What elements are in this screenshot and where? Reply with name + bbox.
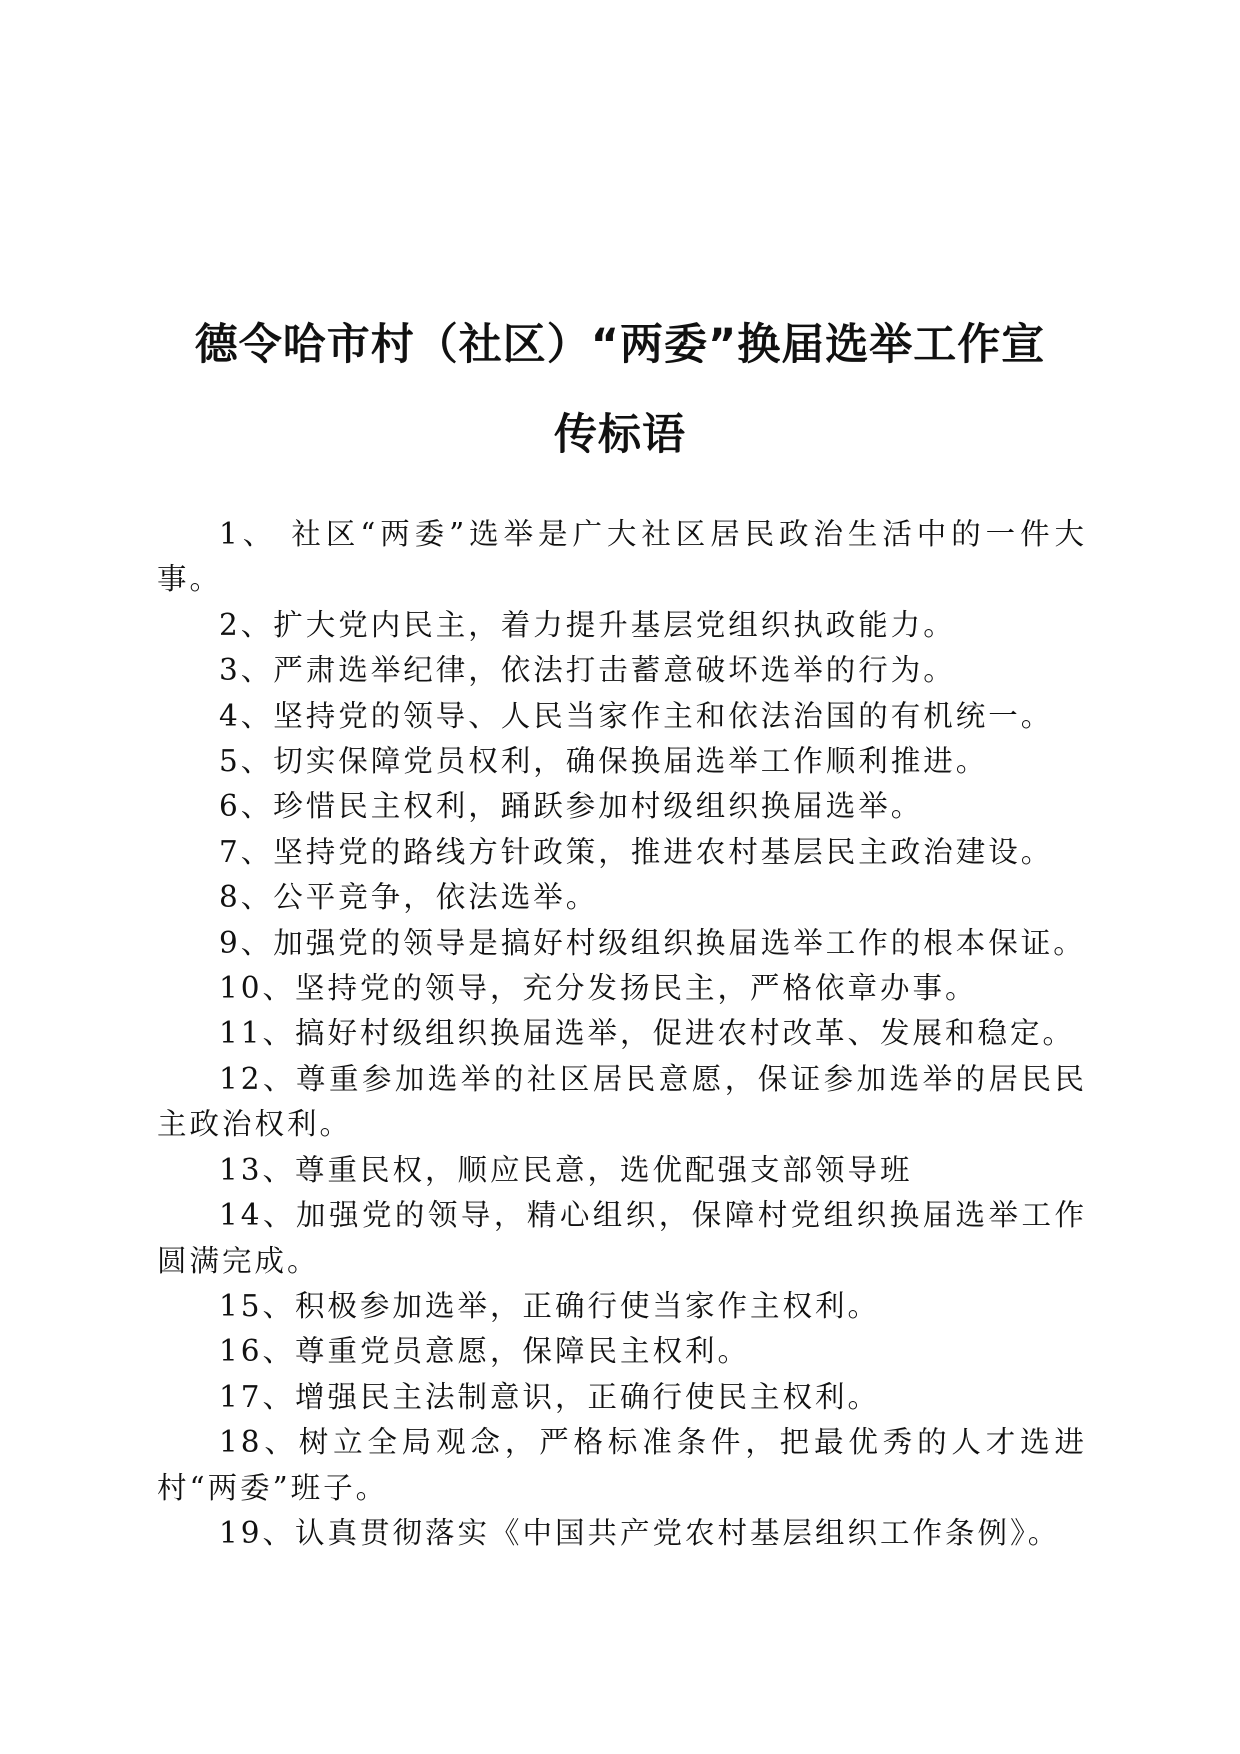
slogan-item: 4、坚持党的领导、人民当家作主和依法治国的有机统一。 [219,698,1054,733]
slogan-item: 8、公平竞争，依法选举。 [219,880,599,915]
slogan-item: 13、尊重民权，顺应民意，选优配强支部领导班 [219,1152,913,1187]
slogan-item: 12、尊重参加选举的社区居民意愿，保证参加选举的居民民主政治权利。 [157,1061,1087,1142]
slogan-item: 1、 社区“两委”选举是广大社区居民政治生活中的一件大事。 [157,517,1087,597]
title-line-1: 德令哈市村（社区）“两委”换届选举工作宣 [194,320,1046,370]
slogan-item: 3、严肃选举纪律，依法打击蓄意破坏选举的行为。 [219,653,956,688]
slogan-item: 15、积极参加选举，正确行使当家作主权利。 [219,1288,881,1323]
slogan-item: 11、搞好村级组织换届选举，促进农村改革、发展和稳定。 [219,1016,1076,1051]
slogan-item: 18、树立全局观念，严格标准条件，把最优秀的人才选进村“两委”班子。 [157,1425,1087,1505]
slogan-item: 7、坚持党的路线方针政策，推进农村基层民主政治建设。 [219,834,1054,869]
slogan-item: 16、尊重党员意愿，保障民主权利。 [219,1334,751,1369]
document-title [150,300,1090,480]
slogan-list [157,512,1087,1556]
title-line-2: 传标语 [554,410,686,460]
slogan-item: 17、增强民主法制意识，正确行使民主权利。 [219,1379,881,1414]
slogan-item: 5、切实保障党员权利，确保换届选举工作顺利推进。 [219,744,989,779]
slogan-item: 2、扩大党内民主，着力提升基层党组织执政能力。 [219,607,956,642]
slogan-item: 6、珍惜民主权利，踊跃参加村级组织换届选举。 [219,789,924,824]
slogan-item: 9、加强党的领导是搞好村级组织换届选举工作的根本保证。 [219,925,1086,960]
slogan-item: 19、认真贯彻落实《中国共产党农村基层组织工作条例》。 [219,1515,1061,1550]
slogan-item: 14、加强党的领导，精心组织，保障村党组织换届选举工作圆满完成。 [157,1198,1087,1278]
slogan-item: 10、坚持党的领导，充分发扬民主，严格依章办事。 [219,971,978,1006]
